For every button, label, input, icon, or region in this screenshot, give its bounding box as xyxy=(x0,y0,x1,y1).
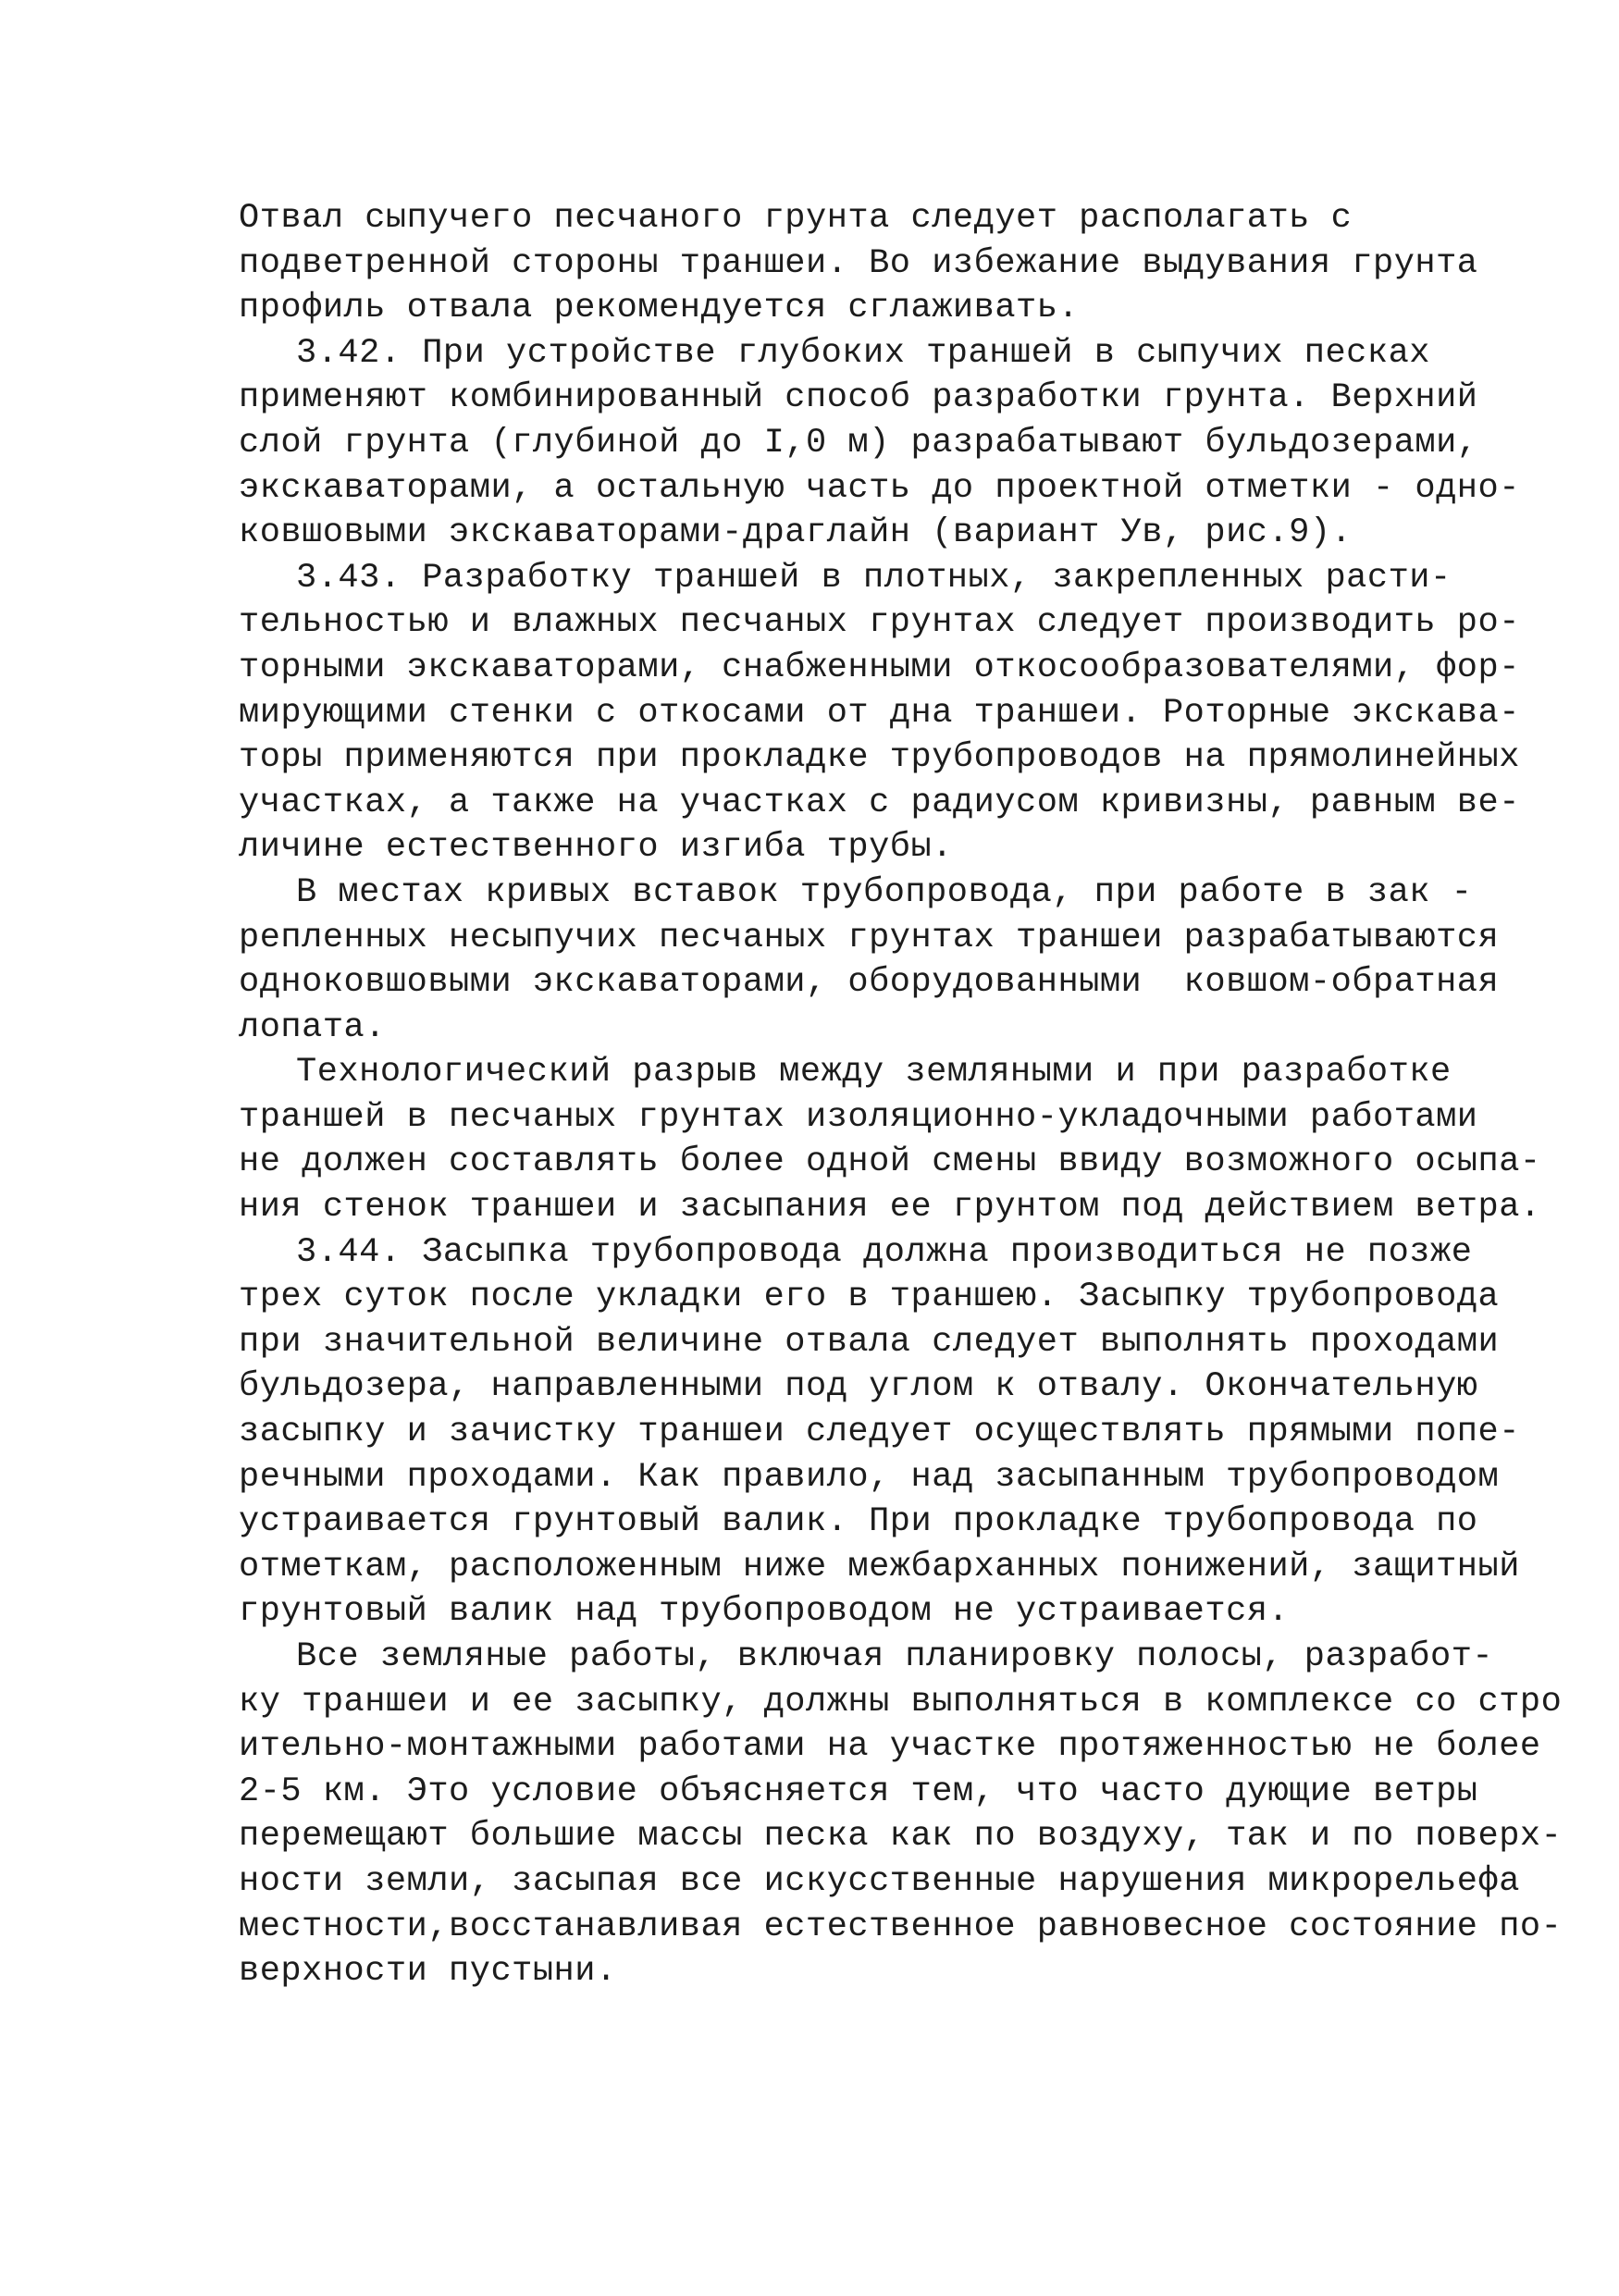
paragraph-start-line: В местах кривых вставок трубопровода, при работе в зак - xyxy=(296,872,1473,912)
text-line: ния стенок траншеи и засыпания ее грунтом под действием ветра. xyxy=(239,1188,1541,1228)
document-body xyxy=(239,196,1563,1994)
section-3-43-heading-line: 3.43. Разработку траншей в плотных, закрепленных расти- xyxy=(296,558,1452,598)
text-line: грунтовый валик над трубопроводом не устраивается. xyxy=(239,1592,1290,1632)
paragraph-start-line: Все земляные работы, включая планировку полосы, разработ- xyxy=(296,1637,1494,1676)
text-line: перемещают большие массы песка как по воздуху, так и по поверх- xyxy=(239,1817,1563,1857)
text-line: мирующими стенки с откосами от дна траншеи. Роторные экскава- xyxy=(239,693,1520,733)
text-line: верхности пустыни. xyxy=(239,1952,617,1992)
text-line: личине естественного изгиба трубы. xyxy=(239,828,953,868)
text-line: участках, а также на участках с радиусом кривизны, равным ве- xyxy=(239,783,1520,822)
text-line: при значительной величине отвала следует выполнять проходами xyxy=(239,1322,1500,1362)
text-line: Отвал сыпучего песчаного грунта следует располагать с xyxy=(239,199,1353,238)
text-line: засыпку и зачистку траншеи следует осуществлять прямыми попе- xyxy=(239,1413,1520,1452)
text-line: траншей в песчаных грунтах изоляционно-укладочными работами xyxy=(239,1097,1478,1137)
text-line: ительно-монтажными работами на участке протяженностью не более xyxy=(239,1727,1541,1767)
text-line: применяют комбинированный способ разработки грунта. Верхний xyxy=(239,378,1478,418)
text-line: устраивается грунтовый валик. При прокладке трубопровода по xyxy=(239,1502,1478,1542)
paragraph-start-line: Технологический разрыв между земляными и при разработке xyxy=(296,1053,1452,1092)
text-line: отметкам, расположенным ниже межбарханных понижений, защитный xyxy=(239,1547,1520,1586)
text-line: местности,восстанавливая естественное равновесное состояние по- xyxy=(239,1907,1563,1946)
text-line: не должен составлять более одной смены ввиду возможного осыпа- xyxy=(239,1142,1541,1182)
section-3-44-heading-line: 3.44. Засыпка трубопровода должна производиться не позже xyxy=(296,1232,1473,1272)
text-line: одноковшовыми экскаваторами, оборудованными ковшом-обратная xyxy=(239,963,1500,1003)
text-line: профиль отвала рекомендуется сглаживать. xyxy=(239,289,1080,328)
section-3-42-heading-line: 3.42. При устройстве глубоких траншей в сыпучих песках xyxy=(296,333,1430,373)
text-line: торы применяются при прокладке трубопроводов на прямолинейных xyxy=(239,738,1520,778)
text-line: торными экскаваторами, снабженными откосообразователями, фор- xyxy=(239,648,1520,687)
text-line: трех суток после укладки его в траншею. Засыпку трубопровода xyxy=(239,1278,1500,1317)
text-line: подветренной стороны траншеи. Во избежание выдувания грунта xyxy=(239,243,1478,283)
text-line: ковшовыми экскаваторами-драглайн (вариант Ув, рис.9). xyxy=(239,513,1353,553)
text-line: ности земли, засыпая все искусственные нарушения микрорельефа xyxy=(239,1861,1520,1901)
text-line: слой грунта (глубиной до I,0 м) разрабатывают бульдозерами, xyxy=(239,423,1478,463)
text-line: ку траншеи и ее засыпку, должны выполняться в комплексе со стро xyxy=(239,1682,1563,1722)
text-line: бульдозера, направленными под углом к отвалу. Окончательную xyxy=(239,1367,1478,1407)
text-line: тельностью и влажных песчаных грунтах следует производить ро- xyxy=(239,603,1520,643)
text-line: репленных несыпучих песчаных грунтах траншеи разрабатываются xyxy=(239,918,1500,957)
text-line: речными проходами. Как правило, над засыпанным трубопроводом xyxy=(239,1457,1500,1497)
text-line: 2-5 км. Это условие объясняется тем, что часто дующие ветры xyxy=(239,1771,1478,1811)
text-line: экскаваторами, а остальную часть до проектной отметки - одно- xyxy=(239,468,1520,508)
text-line: лопата. xyxy=(239,1007,386,1047)
